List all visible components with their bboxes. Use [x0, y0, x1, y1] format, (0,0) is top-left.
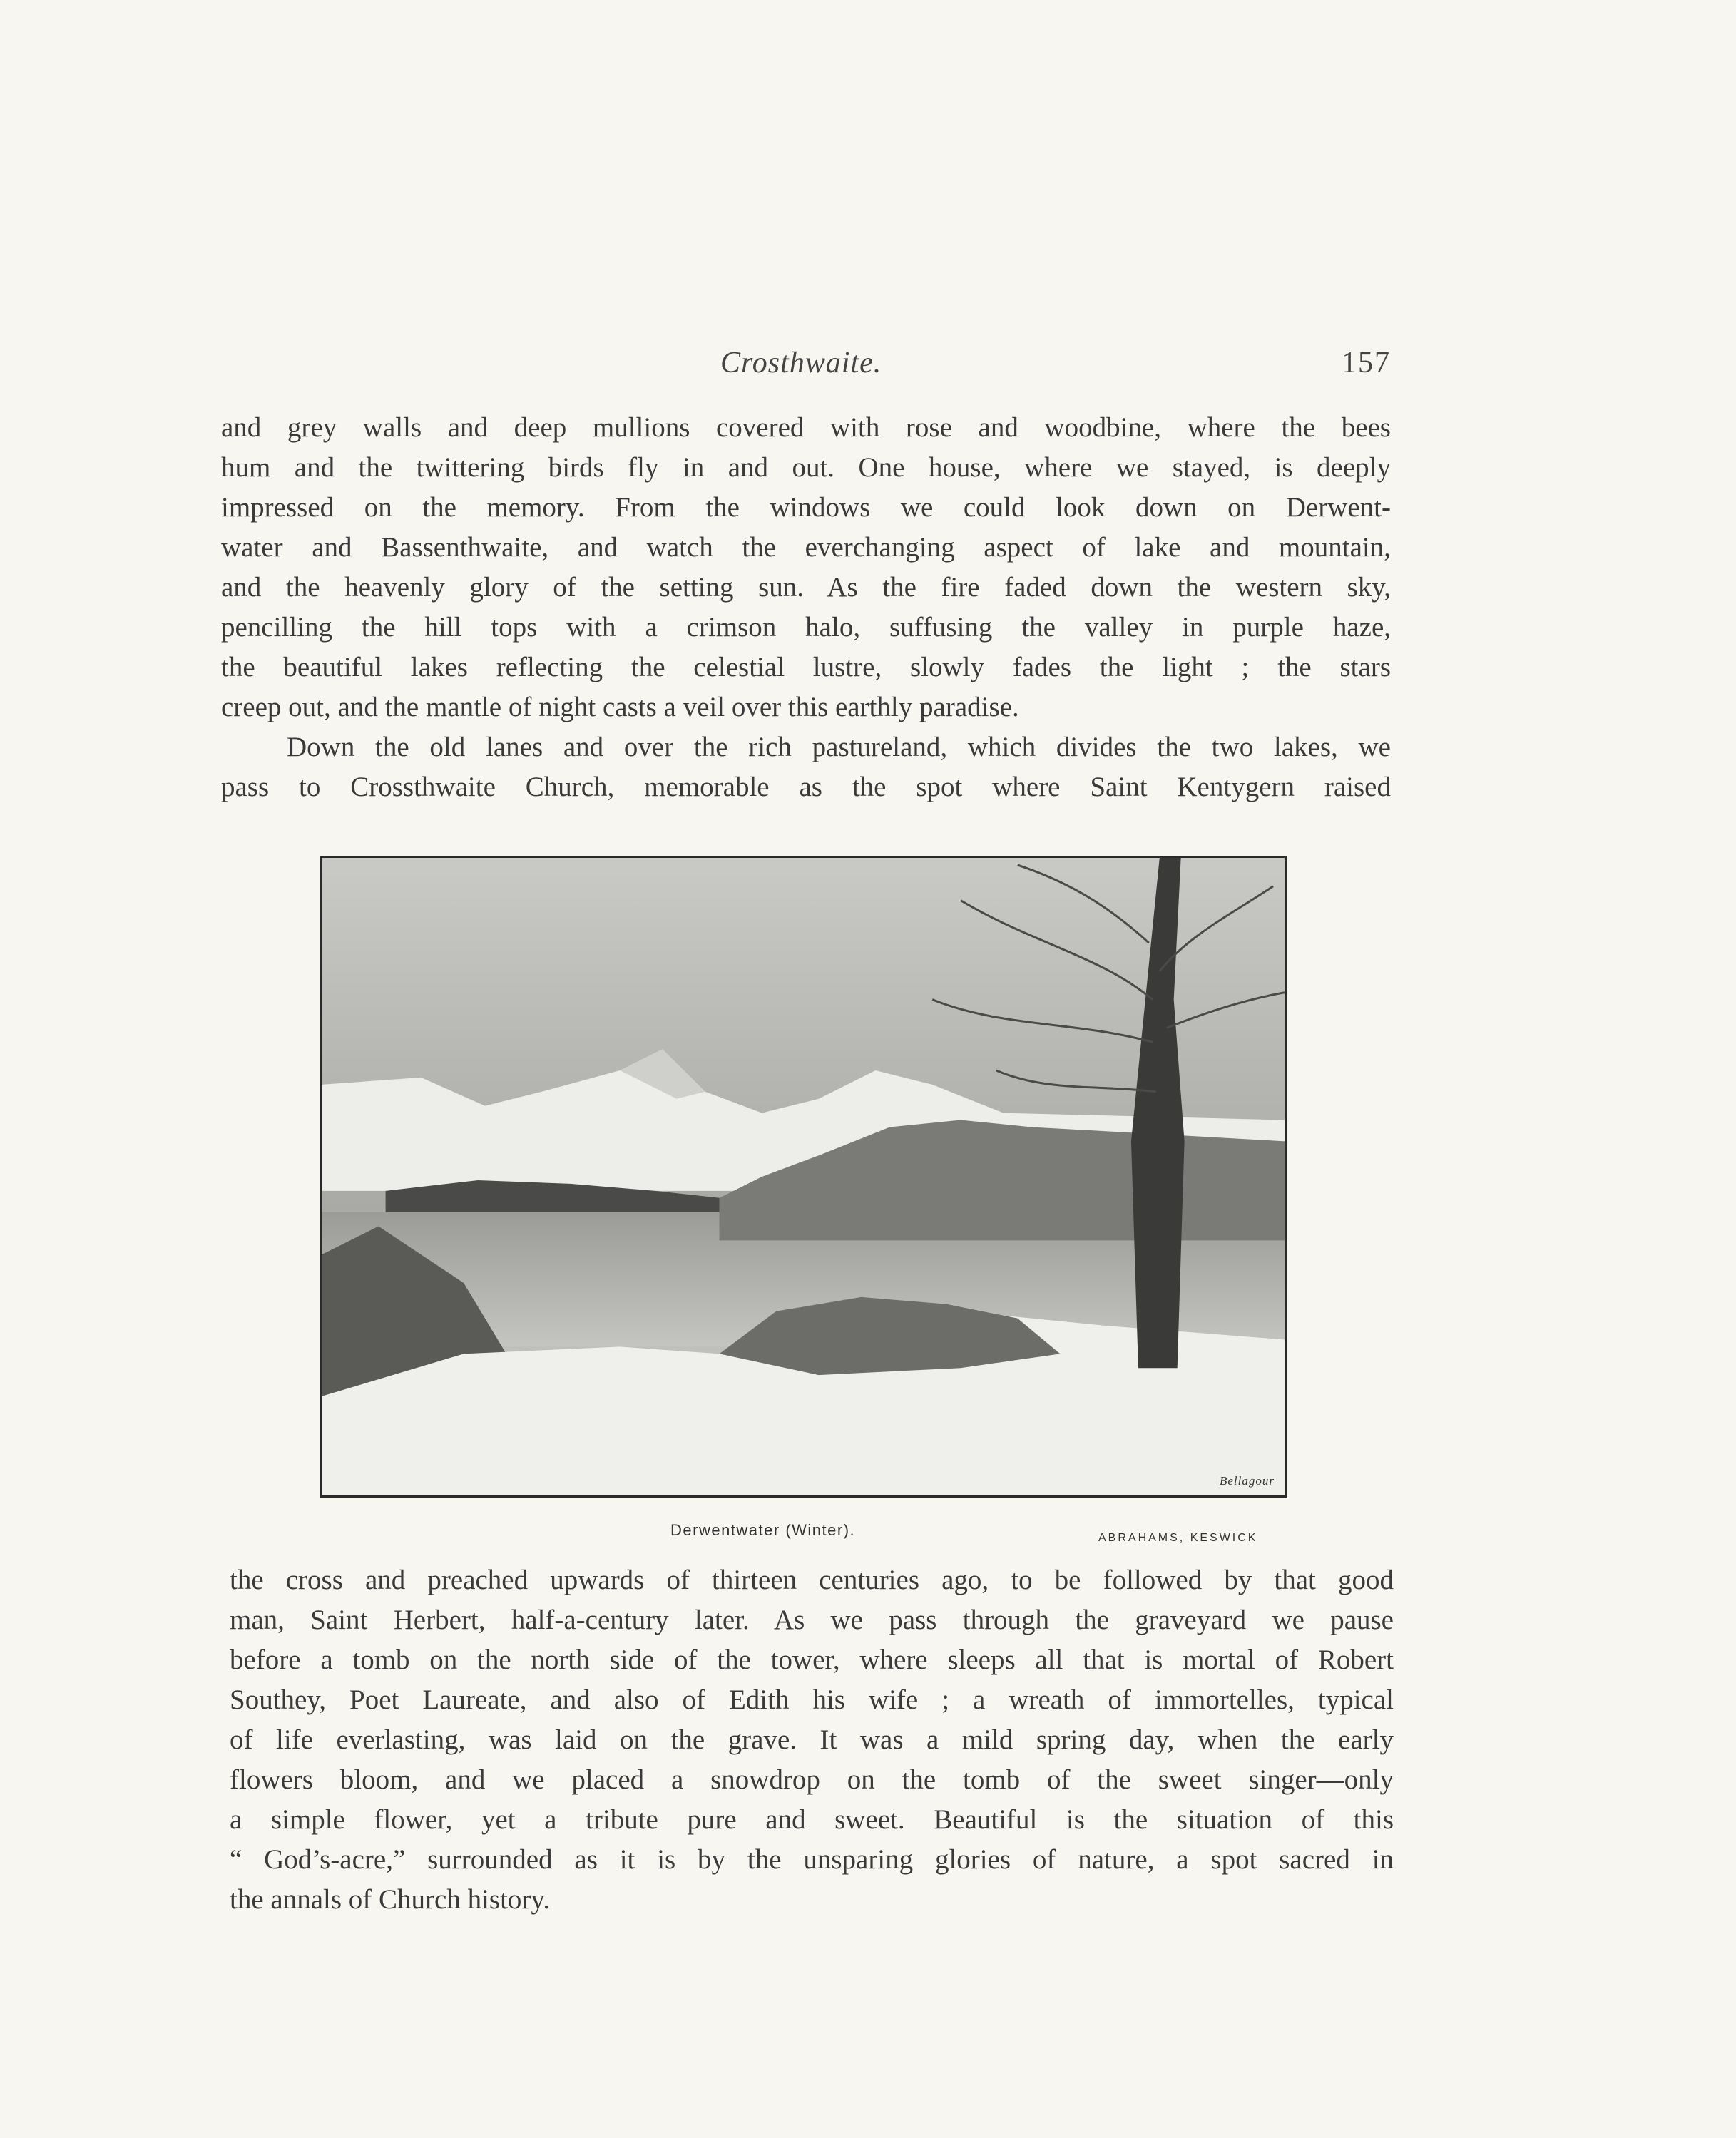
- text-line: creep out, and the mantle of night casts a veil over this earthly paradise.: [221, 692, 1019, 722]
- photo-credit: ABRAHAMS, KESWICK: [1098, 1532, 1258, 1544]
- text-line: pencilling the hill tops with a crimson halo, suffusing the valley in purple haze,: [221, 612, 1391, 643]
- plate-caption: Derwentwater (Winter).: [670, 1521, 856, 1539]
- winter-lake-illustration: [320, 856, 1287, 1498]
- text-line: flowers bloom, and we placed a snowdrop on the tomb of the sweet singer—only: [230, 1764, 1394, 1795]
- text-line: Southey, Poet Laureate, and also of Edith his wife ; a wreath of immortelles, typical: [230, 1684, 1394, 1715]
- running-head: [221, 346, 1391, 389]
- text-line: “ God’s-acre,” surrounded as it is by the unsparing glories of nature, a spot sacred in: [230, 1844, 1394, 1875]
- text-line: and the heavenly glory of the setting sun. As the fire faded down the western sky,: [221, 572, 1391, 603]
- text-line: and grey walls and deep mullions covered with rose and woodbine, where the bees: [221, 412, 1391, 443]
- text-line: impressed on the memory. From the windows we could look down on Derwent-: [221, 492, 1391, 523]
- text-line: before a tomb on the north side of the tower, where sleeps all that is mortal of Robert: [230, 1645, 1394, 1675]
- text-line: hum and the twittering birds fly in and out. One house, where we stayed, is deeply: [221, 452, 1391, 483]
- text-line: water and Bassenthwaite, and watch the everchanging aspect of lake and mountain,: [221, 532, 1391, 563]
- text-line: the cross and preached upwards of thirteen centuries ago, to be followed by that good: [230, 1565, 1394, 1595]
- paragraph-bottom: [230, 1560, 1394, 1920]
- text-line: of life everlasting, was laid on the grave. It was a mild spring day, when the early: [230, 1724, 1394, 1755]
- text-line: man, Saint Herbert, half-a-century later. As we pass through the graveyard we pause: [230, 1605, 1394, 1635]
- engraver-signature: Bellagour: [1220, 1474, 1275, 1488]
- text-line: the annals of Church history.: [230, 1884, 551, 1915]
- paragraph-top: [221, 408, 1391, 807]
- text-line: Down the old lanes and over the rich pastureland, which divides the two lakes, we: [287, 732, 1391, 762]
- winter-landscape-image: [322, 858, 1285, 1495]
- text-line: pass to Crossthwaite Church, memorable as the spot where Saint Kentygern raised: [221, 772, 1391, 802]
- running-title: Crosthwaite.: [720, 347, 882, 379]
- text-line: a simple flower, yet a tribute pure and sweet. Beautiful is the situation of this: [230, 1804, 1394, 1835]
- text-line: the beautiful lakes reflecting the celestial lustre, slowly fades the light ; the stars: [221, 652, 1391, 682]
- page-number: 157: [1342, 347, 1391, 379]
